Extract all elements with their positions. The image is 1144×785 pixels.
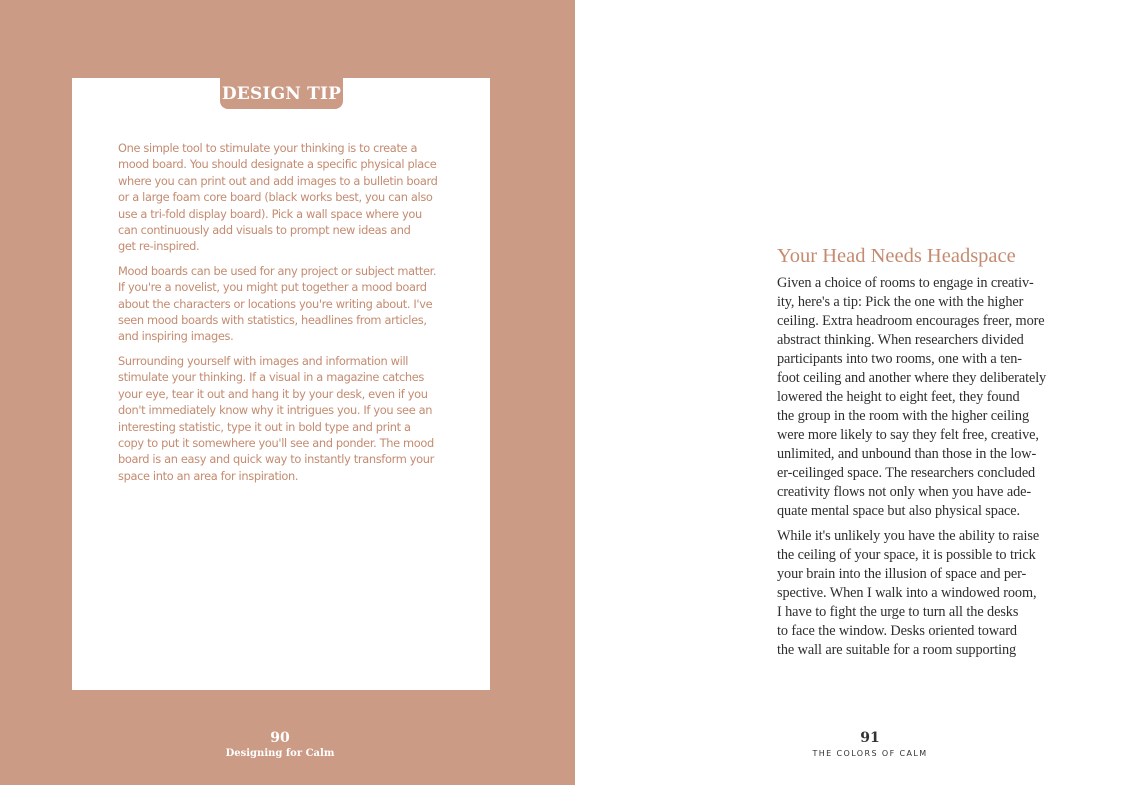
section-heading: Your Head Needs Headspace	[777, 245, 1016, 267]
left-page-footer	[180, 729, 380, 761]
right-page-footer	[770, 729, 970, 761]
running-title: THE COLORS OF CALM	[812, 749, 928, 758]
tip-paragraph-1: One simple tool to stimulate your thinking is to create a mood board. You should designate a specific physical place where you can print out and add images to a bulletin board or a large foam core board (black works best, you can also use a tri-fold display board). Pick a wall space where you can continuously add visuals to prompt new ideas and get re-inspired.	[118, 141, 438, 254]
tip-paragraph-2: Mood boards can be used for any project or subject matter. If you're a novelist, you might put together a mood board about the characters or locations you're writing about. I've seen mood boards with statistics, headlines from articles, and inspiring images.	[118, 263, 437, 344]
article	[777, 241, 1077, 666]
page-number: 90	[270, 730, 290, 746]
design-tip-label: DESIGN TIP	[220, 78, 343, 109]
tip-paragraph-3: Surrounding yourself with images and information will stimulate your thinking. If a visual in a magazine catches your eye, tear it out and hang it by your desk, even if you don't immediately know why it intrigues you. If you see an interesting statistic, type it out in bold type and print a copy to put it somewhere you'll see and ponder. The mood board is an easy and quick way to instantly transform your space into an area for inspiration.	[118, 353, 434, 483]
running-title: Designing for Calm	[225, 748, 335, 759]
design-tip-body	[118, 140, 448, 492]
body-paragraph-2: While it's unlikely you have the ability to raise the ceiling of your space, it is possible to trick your brain into the illusion of space and per- spective. When I walk into a windowed room, I have to fight the urge to turn all the desks to face the window. Desks oriented toward the wall are suitable for a room supporting	[777, 528, 1040, 658]
page-number: 91	[860, 730, 880, 746]
body-paragraph-1: Given a choice of rooms to engage in creativ- ity, here's a tip: Pick the one with the higher ceiling. Extra headroom encourages freer, more abstract thinking. When researchers divided participants into two rooms, one with a ten- foot ceiling and another where they deliberately lowered the height to eight feet, they found the group in the room with the higher ceiling were more likely to say they felt free, creative, unlimited, and unbound than those in the low- er-ceilinged space. The researchers concluded creativity flows not only when you have ade- quate mental space but also physical space.	[777, 275, 1047, 519]
